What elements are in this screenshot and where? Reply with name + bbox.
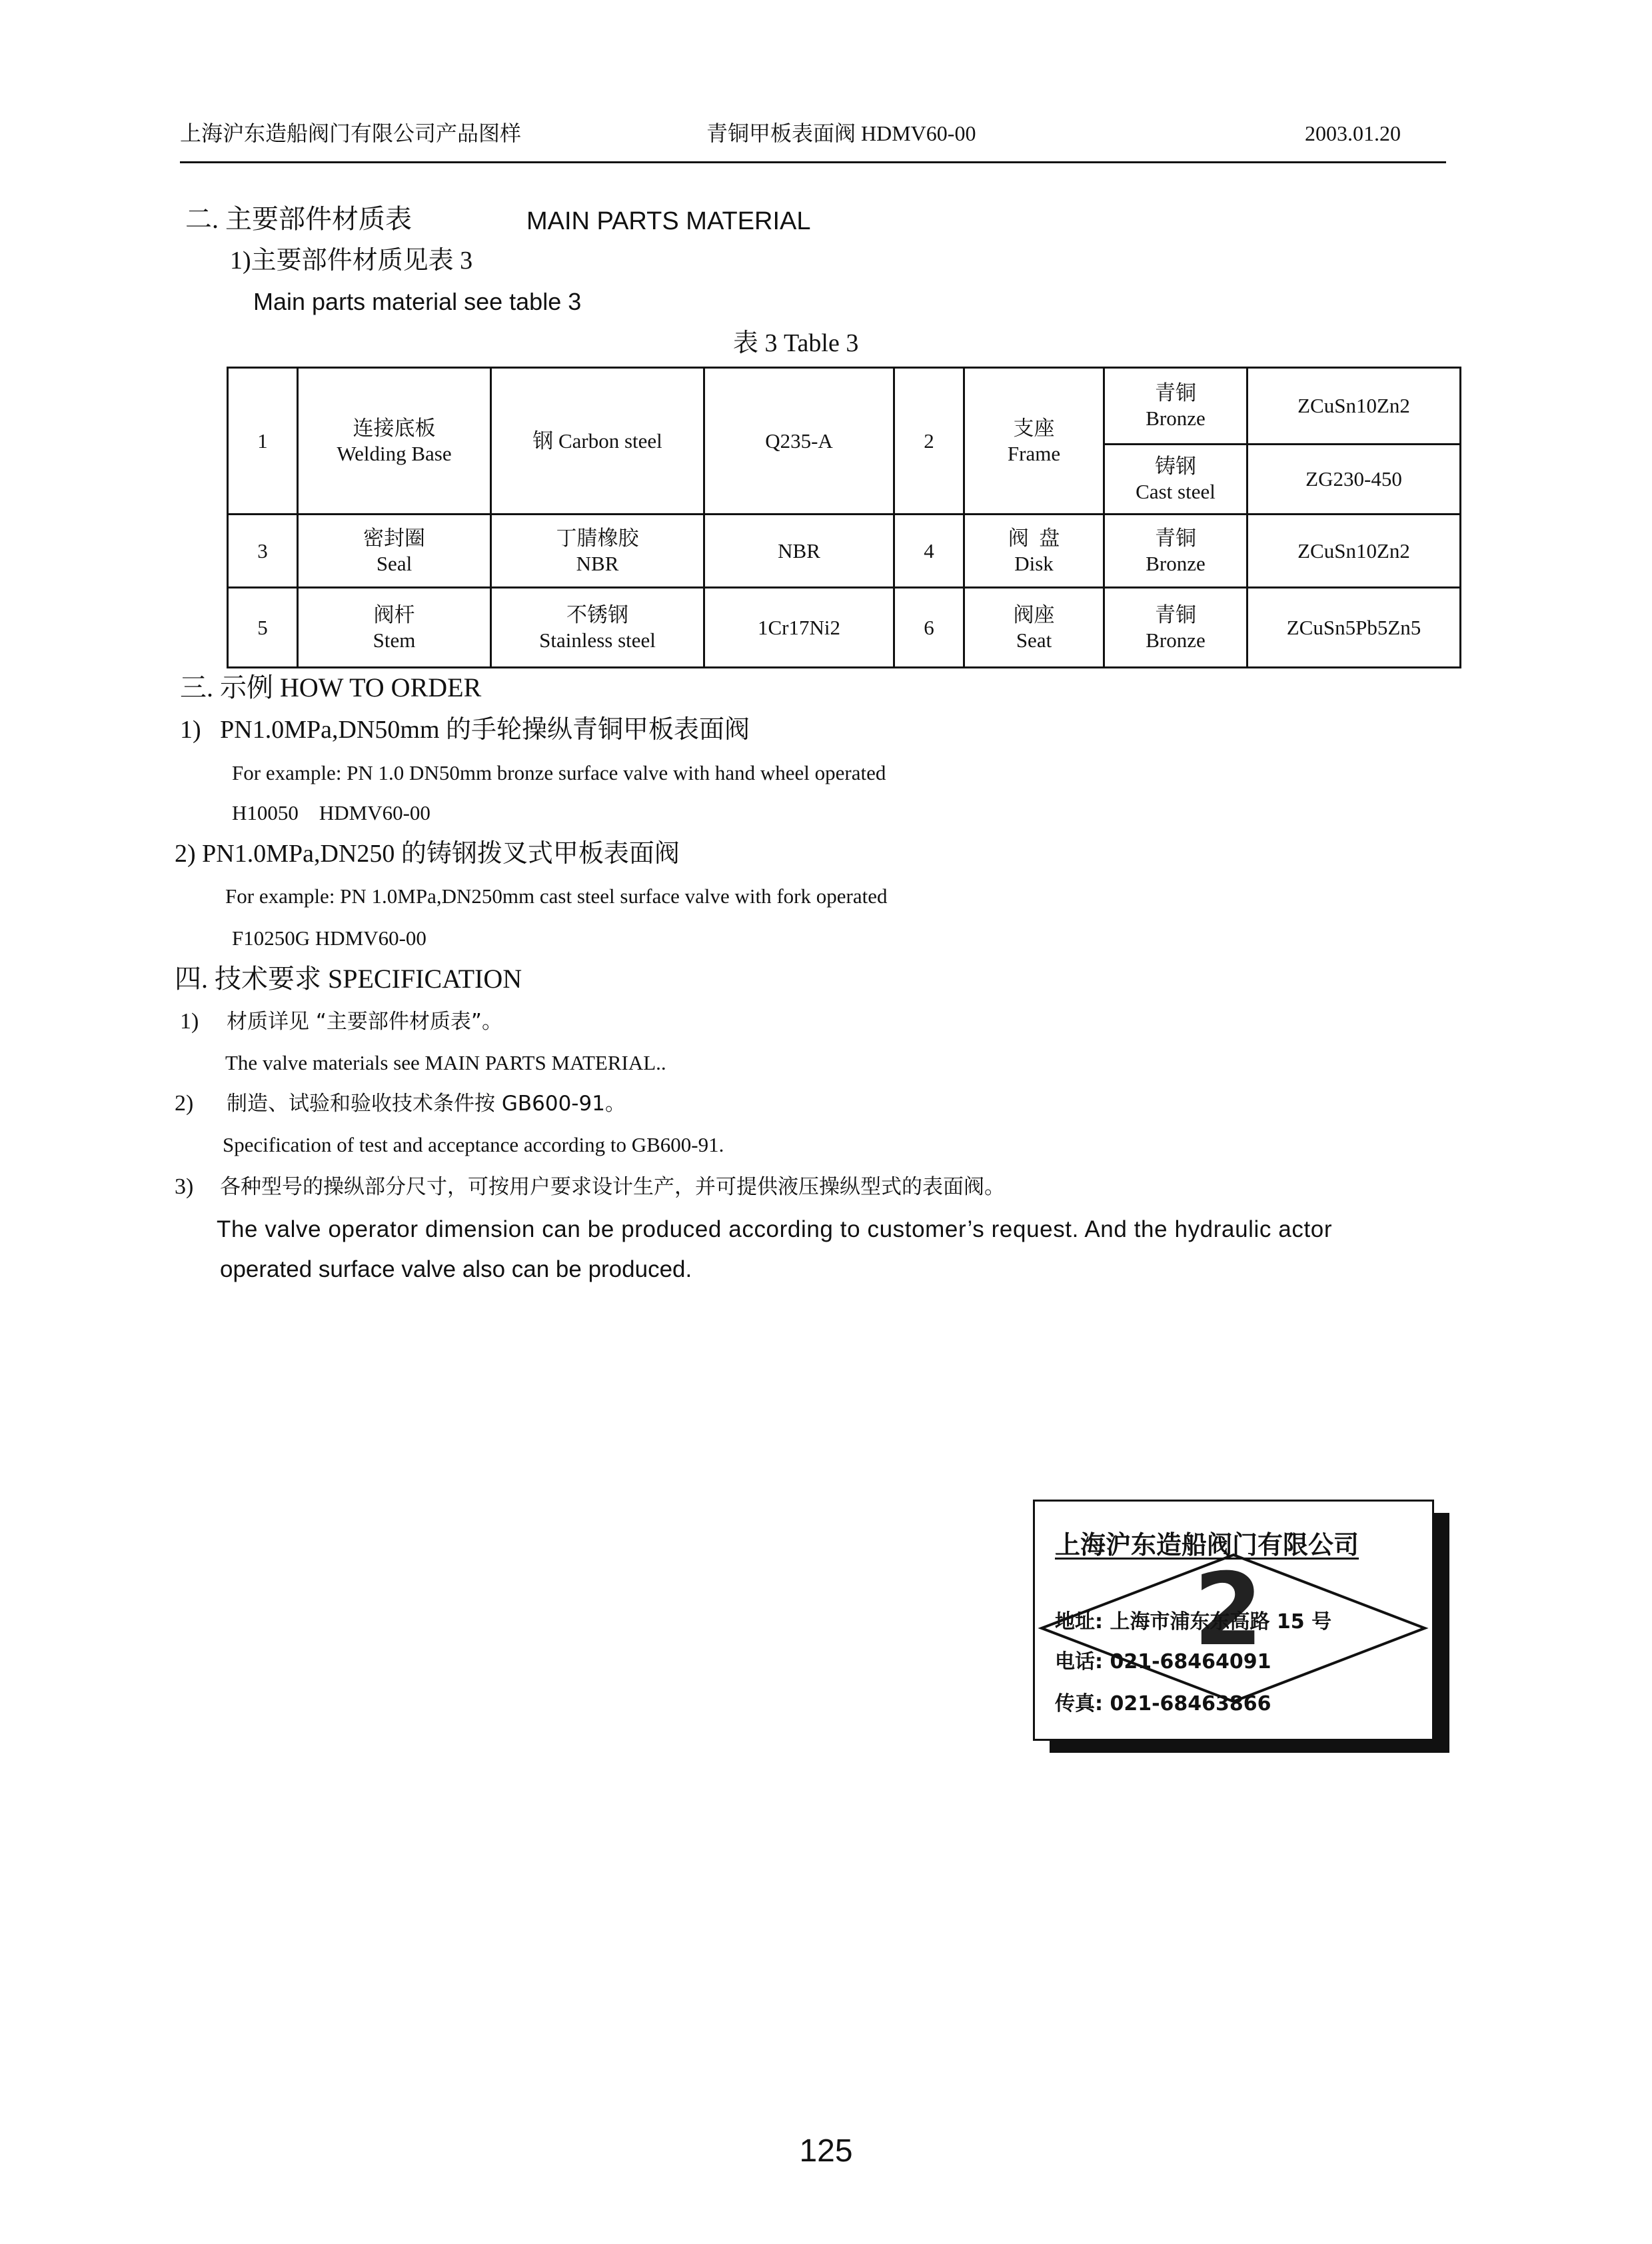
row1-grade: Q235-A: [704, 368, 894, 515]
section4-title: 四. 技术要求 SPECIFICATION: [175, 964, 522, 994]
row2-material2-cn: 青铜: [1155, 526, 1196, 550]
stamp-mark: 2: [1194, 1552, 1263, 1668]
row1-no: 1: [228, 368, 298, 515]
row3-grade2: ZCuSn5Pb5Zn5: [1247, 588, 1461, 668]
spec3-en-line2: operated surface valve also can be produced.: [220, 1256, 692, 1282]
row2-material2-en: Bronze: [1146, 551, 1206, 575]
row1-no2: 2: [894, 368, 964, 515]
section2-title-en: MAIN PARTS MATERIAL: [526, 207, 811, 235]
section3-title: 三. 示例 HOW TO ORDER: [180, 672, 482, 702]
section2-item1-cn: 1)主要部件材质见表 3: [230, 247, 473, 275]
row3-material2-en: Bronze: [1146, 628, 1206, 652]
row2-part2-cn: 阀 盘: [1008, 526, 1060, 550]
row2-part-en: Seal: [376, 551, 413, 575]
header-company: 上海沪东造船阀门有限公司产品图样: [180, 121, 522, 145]
row1-part2-cn: 支座: [1013, 416, 1055, 440]
row1-sub2-material: [1104, 445, 1247, 515]
row3-part2-cn: 阀座: [1013, 602, 1055, 626]
example1-cn: 1) PN1.0MPa,DN50mm 的手轮操纵青铜甲板表面阀: [180, 716, 750, 744]
row1-sub2-material-en: Cast steel: [1136, 480, 1216, 503]
example2-en: For example: PN 1.0MPa,DN250mm cast steel surface valve with fork operated: [225, 884, 888, 908]
spec2-en: Specification of test and acceptance according to GB600-91.: [223, 1133, 724, 1156]
section2-item1-en: Main parts material see table 3: [253, 288, 582, 315]
row2-material-en: NBR: [576, 551, 619, 575]
header-rule: [180, 161, 1446, 163]
spec3-en-line1: The valve operator dimension can be produced according to customer’s request. And the hydraulic actor: [217, 1216, 1333, 1242]
example2-code: F10250G HDMV60-00: [232, 926, 426, 950]
row3-material: [491, 588, 704, 668]
row1-part: [298, 368, 491, 515]
row2-part2-en: Disk: [1014, 551, 1054, 575]
row3-no: 5: [228, 588, 298, 668]
example1-en: For example: PN 1.0 DN50mm bronze surface valve with hand wheel operated: [232, 761, 886, 784]
row3-part-cn: 阀杆: [373, 602, 415, 626]
row3-part-en: Stem: [373, 628, 416, 652]
row2-part-cn: 密封圈: [363, 526, 425, 550]
header-product: 青铜甲板表面阀 HDMV60-00: [706, 121, 976, 145]
row2-material: [491, 515, 704, 588]
header-date: 2003.01.20: [1305, 121, 1401, 145]
stamp-phone: 电话: 021-68464091: [1055, 1650, 1271, 1674]
row3-material2: [1104, 588, 1247, 668]
page-number: 125: [799, 2133, 853, 2169]
row3-material-en: Stainless steel: [539, 628, 656, 652]
spec2-number: 2): [175, 1091, 194, 1116]
row1-sub1-material-cn: 青铜: [1155, 381, 1196, 405]
row3-grade: 1Cr17Ni2: [704, 588, 894, 668]
spec1-cn: 材质详见 “主要部件材质表”。: [227, 1010, 502, 1034]
row3-no2: 6: [894, 588, 964, 668]
spec1-number: 1): [180, 1009, 199, 1034]
row3-material2-cn: 青铜: [1155, 602, 1196, 626]
row3-material-cn: 不锈钢: [566, 602, 628, 626]
row2-no: 3: [228, 515, 298, 588]
row1-sub2-material-cn: 铸钢: [1155, 455, 1196, 478]
stamp-fax: 传真: 021-68463866: [1055, 1692, 1271, 1715]
row1-part-en: Welding Base: [337, 441, 452, 465]
row2-material2: [1104, 515, 1247, 588]
spec1-en: The valve materials see MAIN PARTS MATERIAL..: [225, 1051, 666, 1074]
row2-grade: NBR: [704, 515, 894, 588]
row1-part2: [964, 368, 1104, 515]
row1-sub1-grade: ZCuSn10Zn2: [1247, 368, 1461, 445]
row2-material-cn: 丁腈橡胶: [556, 526, 639, 550]
company-stamp: [1033, 1500, 1434, 1741]
spec3-number: 3): [175, 1174, 194, 1199]
row1-sub1-material: [1104, 368, 1247, 445]
row1-sub1-material-en: Bronze: [1146, 407, 1206, 430]
row2-part: [298, 515, 491, 588]
main-parts-table: [227, 367, 1459, 668]
row3-part2-en: Seat: [1016, 628, 1052, 652]
section2-title-cn: 二. 主要部件材质表: [185, 204, 412, 234]
row2-part2: [964, 515, 1104, 588]
row2-grade2: ZCuSn10Zn2: [1247, 515, 1461, 588]
table-caption: 表 3 Table 3: [733, 329, 859, 357]
row3-part: [298, 588, 491, 668]
row1-sub2-grade: ZG230-450: [1247, 445, 1461, 515]
example2-cn: 2) PN1.0MPa,DN250 的铸钢拨叉式甲板表面阀: [175, 840, 680, 868]
example1-code: H10050 HDMV60-00: [232, 801, 430, 824]
row3-part2: [964, 588, 1104, 668]
spec2-cn: 制造、试验和验收技术条件按 GB600-91。: [227, 1092, 626, 1116]
row1-part2-en: Frame: [1007, 441, 1061, 465]
row1-part-cn: 连接底板: [353, 416, 436, 440]
stamp-address: 地址: 上海市浦东东高路 15 号: [1055, 1610, 1332, 1634]
spec3-cn: 各种型号的操纵部分尺寸，可按用户要求设计生产，并可提供液压操纵型式的表面阀。: [220, 1175, 1005, 1199]
row1-material: 钢 Carbon steel: [491, 368, 704, 515]
row2-no2: 4: [894, 515, 964, 588]
stamp-company: 上海沪东造船阀门有限公司: [1055, 1530, 1359, 1560]
